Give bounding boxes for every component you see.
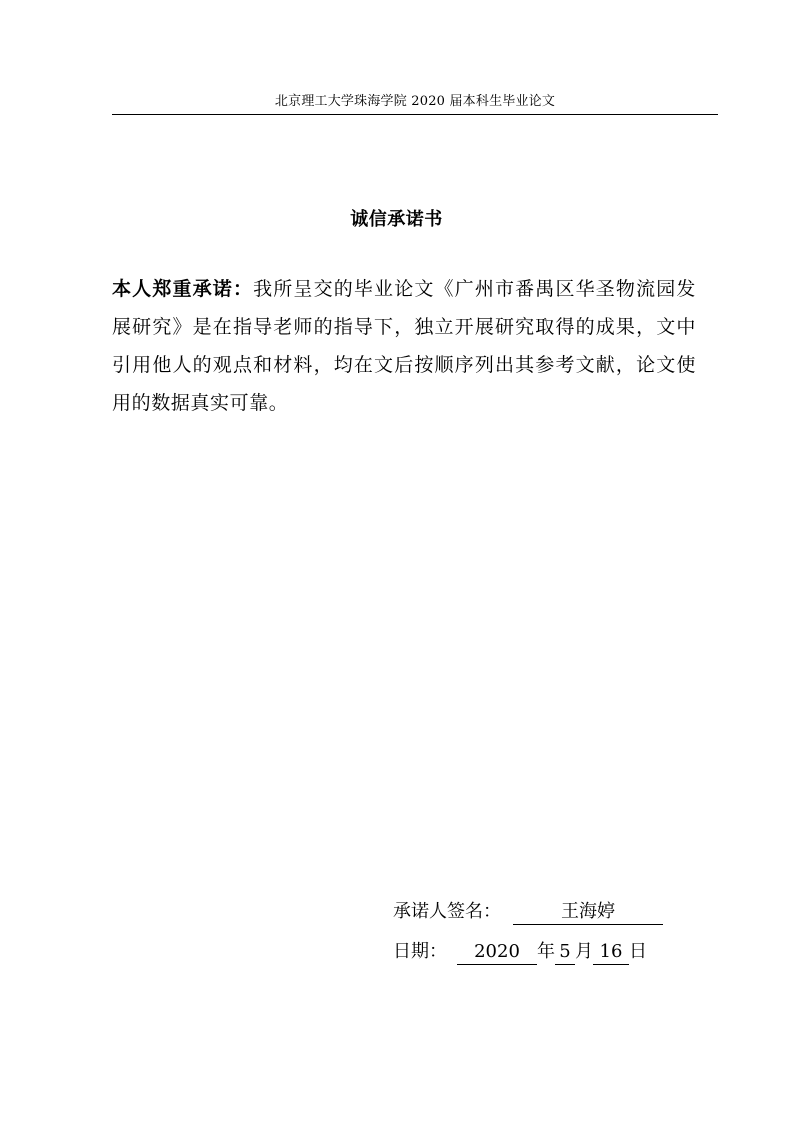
statement-body: 我所呈交的毕业论文《广州市番禺区华圣物流园发展研究》是在指导老师的指导下，独立开展研究取得的成果，文中引用他人的观点和材料，均在文后按顺序列出其参考文献，论文使用的数据真实可靠。 [112,278,697,414]
page-title: 诚信承诺书 [350,209,443,230]
statement-lead: 本人郑重承诺： [112,278,254,300]
signature-name: 王海婷 [513,900,663,925]
date-row [393,938,647,966]
date-month: 5 [555,940,575,965]
pledge-statement [112,270,696,422]
date-month-unit: 月 [575,941,593,962]
date-year: 2020 [457,940,537,965]
signature-row [393,898,663,926]
date-day: 16 [593,940,629,965]
signature-label: 承诺人签名： [393,901,501,922]
date-day-unit: 日 [629,941,647,962]
running-header: 北京理工大学珠海学院 2020 届本科生毕业论文 [112,92,718,115]
date-label: 日期： [393,941,447,962]
date-year-unit: 年 [537,941,555,962]
